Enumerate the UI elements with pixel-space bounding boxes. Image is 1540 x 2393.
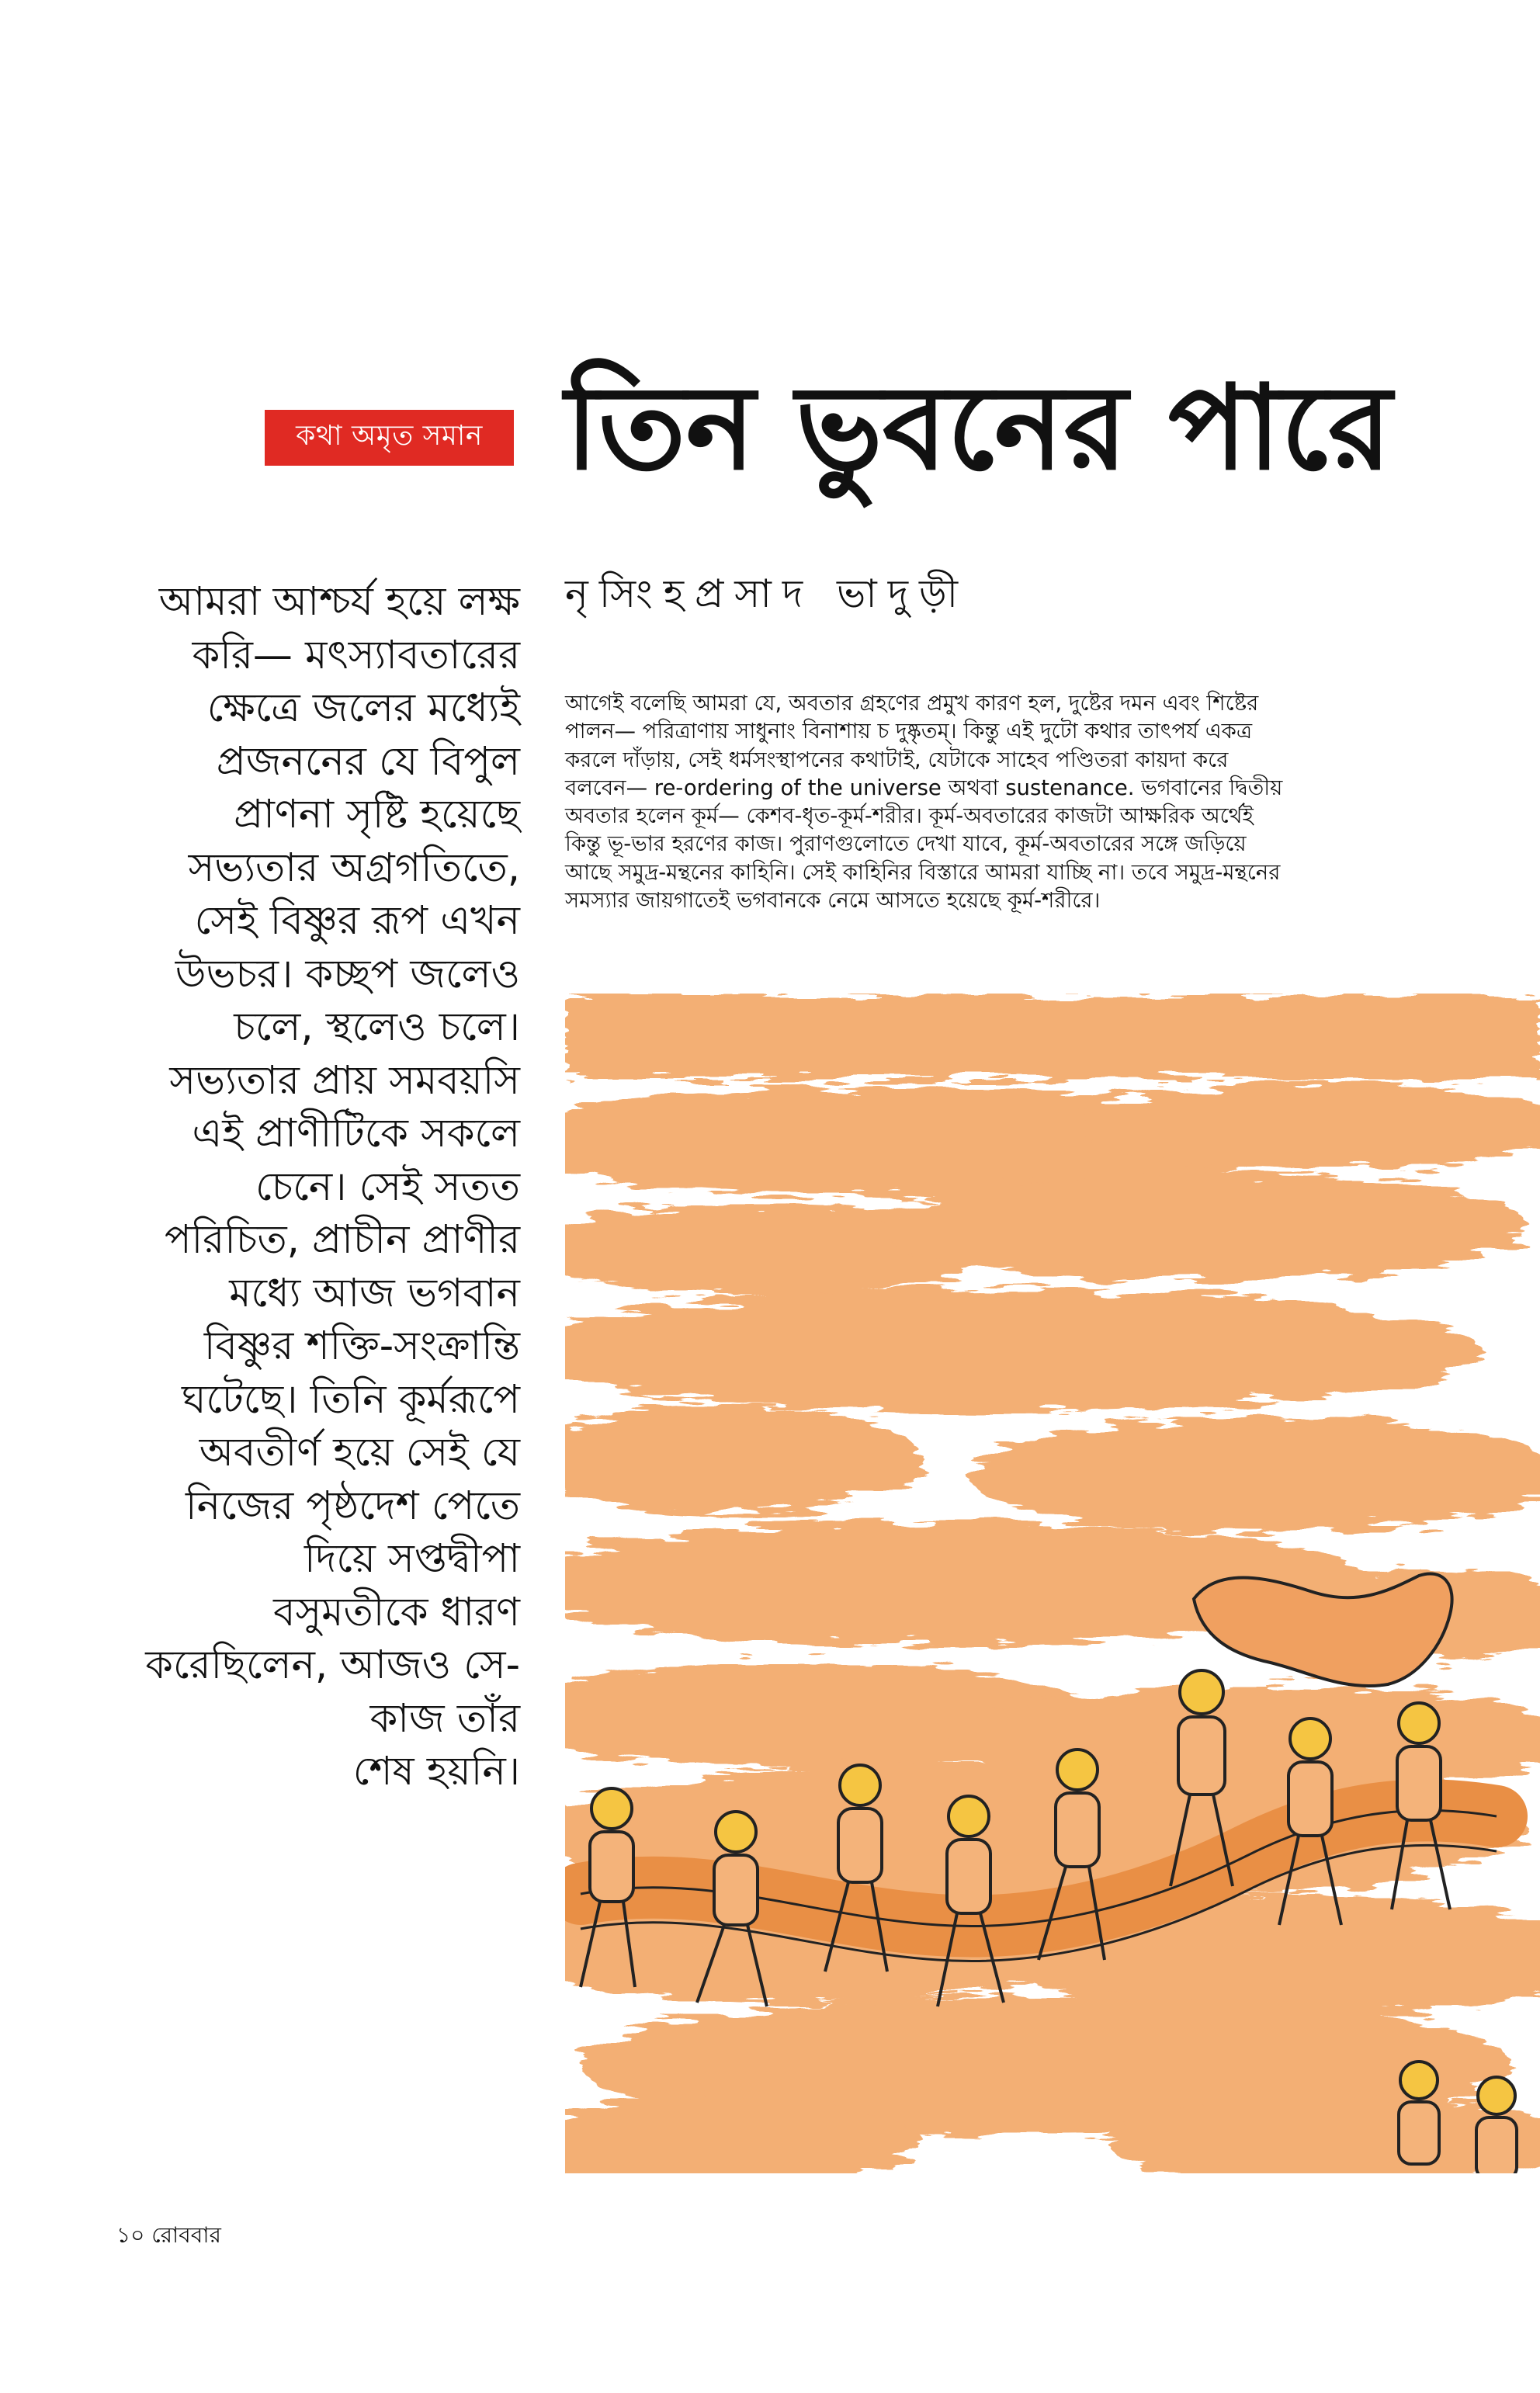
pull-quote-line: প্রজননের যে বিপুল xyxy=(216,738,520,785)
pull-quote-line: কাজ তাঁর xyxy=(369,1695,520,1742)
pull-quote-line: ঘটেছে। তিনি কূর্মরূপে xyxy=(182,1376,520,1423)
body-paragraph xyxy=(565,689,1419,969)
body-line: পালন— পরিত্রাণায় সাধুনাং বিনাশায় চ দুষ্কৃতম্। কিন্তু এই দুটো কথার তাৎপর্য একত্র xyxy=(565,719,1253,744)
pull-quote-line: শেষ হয়নি। xyxy=(352,1749,520,1795)
body-line: আগেই বলেছি আমরা যে, অবতার গ্রহণের প্রমুখ কারণ হল, দুষ্টের দমন এবং শিষ্টের xyxy=(565,691,1259,716)
pull-quote-line: দিয়ে সপ্তদ্বীপা xyxy=(303,1536,520,1582)
section-badge: কথা অমৃত সমান xyxy=(265,410,514,466)
body-line: কিন্তু ভূ-ভার হরণের কাজ। পুরাণগুলোতে দেখা যাবে, কূর্ম-অবতারের সঙ্গে জড়িয়ে xyxy=(565,831,1247,857)
pull-quote-line: চলে, স্থলেও চলে। xyxy=(234,1004,520,1050)
samudra-manthan-illustration xyxy=(565,994,1540,2173)
body-line: আছে সমুদ্র-মন্থনের কাহিনি। সেই কাহিনির বিস্তারে আমরা যাচ্ছি না। তবে সমুদ্র-মন্থনের xyxy=(565,859,1281,885)
page-folio: ১০ রোববার xyxy=(116,2222,221,2248)
pull-quote-line: সভ্যতার প্রায় সমবয়সি xyxy=(169,1057,520,1104)
pull-quote-line: এই প্রাণীটিকে সকলে xyxy=(192,1111,520,1157)
pull-quote-line: করি— মৎস্যাবতারের xyxy=(192,632,520,678)
article-title: তিন ভুবনের পারে xyxy=(565,361,1393,496)
body-line: অবতার হলেন কূর্ম— কেশব-ধৃত-কূর্ম-শরীর। কূর্ম-অবতারের কাজটা আক্ষরিক অর্থেই xyxy=(565,803,1254,829)
pull-quote-line: বিষ্ণুর শক্তি-সংক্রান্তি xyxy=(203,1323,520,1369)
pull-quote-line: অবতীর্ণ হয়ে সেই যে xyxy=(199,1430,520,1476)
body-line: করলে দাঁড়ায়, সেই ধর্মসংস্থাপনের কথাটাই, যেটাকে সাহেব পণ্ডিতরা কায়দা করে xyxy=(565,747,1229,772)
pull-quote-line: উভচর। কচ্ছপ জলেও xyxy=(175,951,520,997)
pull-quote-line: বসুমতীকে ধারণ xyxy=(273,1589,520,1635)
pull-quote-line: সেই বিষ্ণুর রূপ এখন xyxy=(194,898,520,944)
pull-quote-line: করেছিলেন, আজও সে- xyxy=(145,1642,520,1688)
author-byline: নৃসিংহপ্রসাদ ভাদুড়ী xyxy=(565,571,969,616)
pull-quote-line: প্রাণনা সৃষ্টি হয়েছে xyxy=(234,792,520,838)
pull-quote xyxy=(116,576,520,1795)
body-line: বলবেন— re-ordering of the universe অথবা sustenance. ভগবানের দ্বিতীয় xyxy=(565,775,1283,800)
pull-quote-line: চেনে। সেই সতত xyxy=(255,1164,520,1210)
body-line: সমস্যার জায়গাতেই ভগবানকে নেমে আসতে হয়েছে কূর্ম-শরীরে। xyxy=(565,888,1101,914)
pull-quote-line: নিজের পৃষ্ঠদেশ পেতে xyxy=(185,1483,520,1529)
pull-quote-line: সভ্যতার অগ্রগতিতে, xyxy=(188,844,520,891)
pull-quote-line: আমরা আশ্চর্য হয়ে লক্ষ xyxy=(158,579,520,625)
pull-quote-line: ক্ষেত্রে জলের মধ্যেই xyxy=(206,685,520,731)
pull-quote-line: পরিচিত, প্রাচীন প্রাণীর xyxy=(164,1217,520,1263)
pull-quote-line: মধ্যে আজ ভগবান xyxy=(229,1270,520,1316)
